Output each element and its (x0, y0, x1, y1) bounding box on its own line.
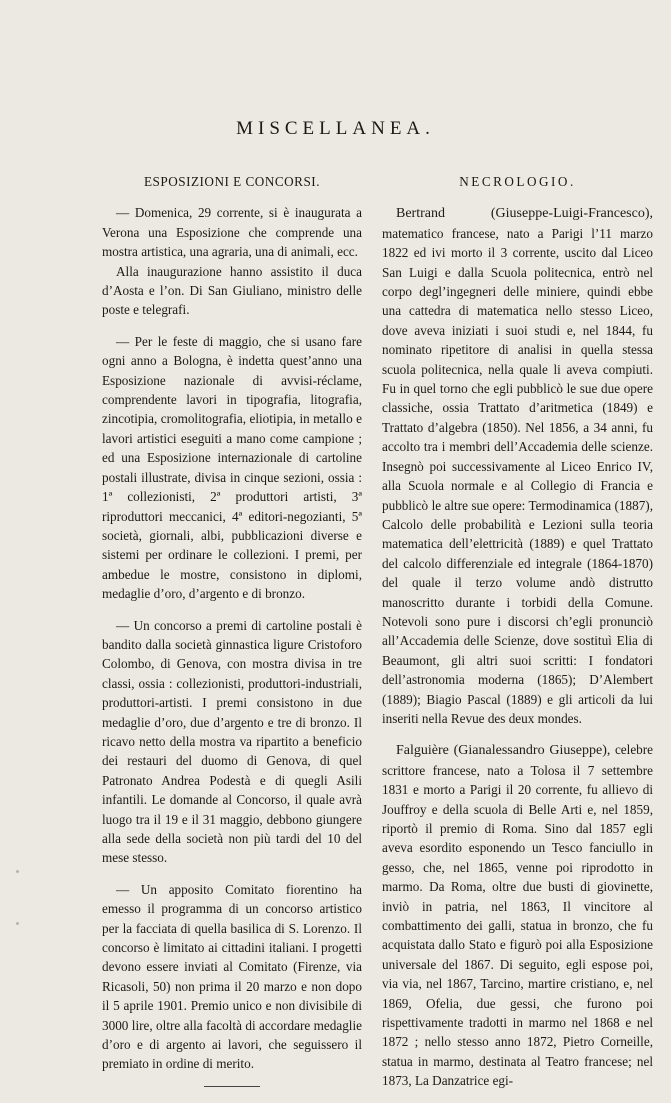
entry-bertrand (382, 203, 653, 728)
right-column (382, 172, 653, 1103)
page-title: MISCELLANEA. (236, 118, 435, 139)
paragraph-inaugurazione: Alla inaugurazione hanno assistito il duca d’Aosta e l’on. Di San Giuliano, ministro delle poste e telegrafi. (102, 263, 362, 318)
paragraph-firenze: — Un apposito Comitato fiorentino ha emesso il programma di un concorso artistico per la facciata di quella basilica di S. Lorenzo. Il concorso è limitato ai cittadini italiani. I progetti devono essere inviati al Comitato (Firenze, via Ricasoli, 50) non prima il 20 marzo e non dopo il 5 aprile 1901. Premio unico e non divisibile di 3000 lire, oltre alla facoltà di accordare medaglie d’oro e di argento ai lavori, che seguissero il premiato in ordine di merito. (102, 881, 362, 1072)
section-heading-esposizioni: ESPOSIZIONI E CONCORSI. (144, 174, 320, 189)
paragraph-bologna: — Per le feste di maggio, che si usano fare ogni anno a Bologna, è indetta quest’anno una Esposizione nazionale di avvisi-réclame, comprendente lavori in tipografia, litografia, zincotipia, cromolitografia, eliotipia, in metallo e lavori artistici eseguiti a mano come campione ; ed una Esposizione internazionale di cartoline postali illustrate, divisa in cinque sezioni, ossia : 1ª collezionisti, 2ª produttori artisti, 3ª riproduttori meccanici, 4ª editori-negozianti, 5ª società, giornali, albi, pubblicazioni diverse e sistemi per ordinare le collezioni. I premi, per ambedue le mostre, consistono in diplomi, medaglie d’oro, d’argento e di bronzo. (102, 333, 362, 602)
margin-dot (16, 922, 19, 925)
section-heading-necrologio: NECROLOGIO. (459, 174, 576, 189)
entry-text-falguiere: celebre scrittore francese, nato a Tolosa il 7 settembre 1831 e morto a Parigi il 20 corrente, fu allievo di Jouffroy e della scuola di Belle Arti e, nel 1859, riportò il premio di Roma. Sino dal 1857 egli aveva esordito esponendo un Tesco fanciullo in gesso, che, nel 1865, venne poi riprodotto in marmo. Da Roma, oltre due busti di giovinette, inviò in patria, nel 1863, Il vincitore al combattimento dei galli, statua in bronzo, che fu acquistata dallo Stato e figurò poi alla Esposizione universale del 1867. Di seguito, egli espose poi, via via, nel 1867, Tarcino, martire cristiano, e, nel 1869, Ofelia, due gessi, che furono poi rispettivamente tradotti in marmo nel 1868 e nel 1872 ; nello stesso anno 1872, Pietro Corneille, statua in marmo, destinata al Teatro francese; nel 1873, La Danzatrice egi- (382, 742, 654, 1089)
entry-name-falguiere: Falguière (Gianalessandro Giuseppe), (396, 743, 611, 759)
entry-text-bertrand: matematico francese, nato a Parigi l’11 marzo 1822 ed ivi morto il 3 corrente, uscito dal Liceo San Luigi e dalla Scuola politecnica, entrò nel corpo degl’ingegneri delle miniere, quindi ebbe una cattedra di matematica nello stesso Liceo, dove aveva iniziati i suoi studi e, nel 1844, fu nominato ripetitore di analisi in quella stessa scuola politecnica, nella quale li aveva compiuti. Fu in quel torno che egli pubblicò le sue due opere classiche, ossia Trattato d’aritmetica (1849) e Trattato d’algebra (1850). Nel 1856, a 34 anni, fu accolto tra i membri dell’Accademia delle scienze. Insegnò poi successivamente al Liceo Enrico IV, alla Scuola normale e al Collegio di Francia e pubblicò le altre sue opere: Termodinamica (1887), Calcolo delle probabilità e Lezioni sulla teoria matematica dell’elettricità (1889) e quel Trattato del calcolo differenziale ed integrale (1864-1870) del quale il terzo volume andò distrutto manoscritto durante i torbidi della Comune. Notevoli sono pure i discorsi ch’egli pronunciò all’Accademia delle Scienze, dove sostituì Elia di Beaumont, gli altri suoi scritti: I fondatori dell’astronomia moderna (1865); D’Alembert (1889); Biagio Pascal (1889) e gli articoli da lui inseriti nella Revue des deux mondes. (382, 225, 653, 726)
paragraph-genova: — Un concorso a premi di cartoline postali è bandito dalla società ginnastica ligure Cristoforo Colombo, di Genova, con mostra divisa in tre classi, ossia : collezionisti, produttori-industriali, produttori-artisti. I premi consistono in due medaglie d’oro, due d’argento e tre di bronzo. Il ricavo netto della mostra va ripartito a beneficio dei restauri del duomo di Genova, di quel Patronato Andrea Podestà e di quegli Asili infantili. Le domande al Concorso, il quale avrà luogo tra il 19 e il 31 maggio, debbono giungere alla sede della società non più tardi del 10 del mese stesso. (102, 617, 362, 866)
section-divider (204, 1086, 260, 1087)
paragraph-verona: — Domenica, 29 corrente, si è inaugurata a Verona una Esposizione che comprende una mostra artistica, una agraria, una di animali, ecc. (102, 205, 362, 260)
left-column (102, 172, 362, 1087)
entry-name-bertrand: Bertrand (Giuseppe-Luigi-Francesco), (396, 206, 653, 222)
margin-dot (16, 870, 19, 873)
entry-falguiere (382, 740, 653, 1090)
